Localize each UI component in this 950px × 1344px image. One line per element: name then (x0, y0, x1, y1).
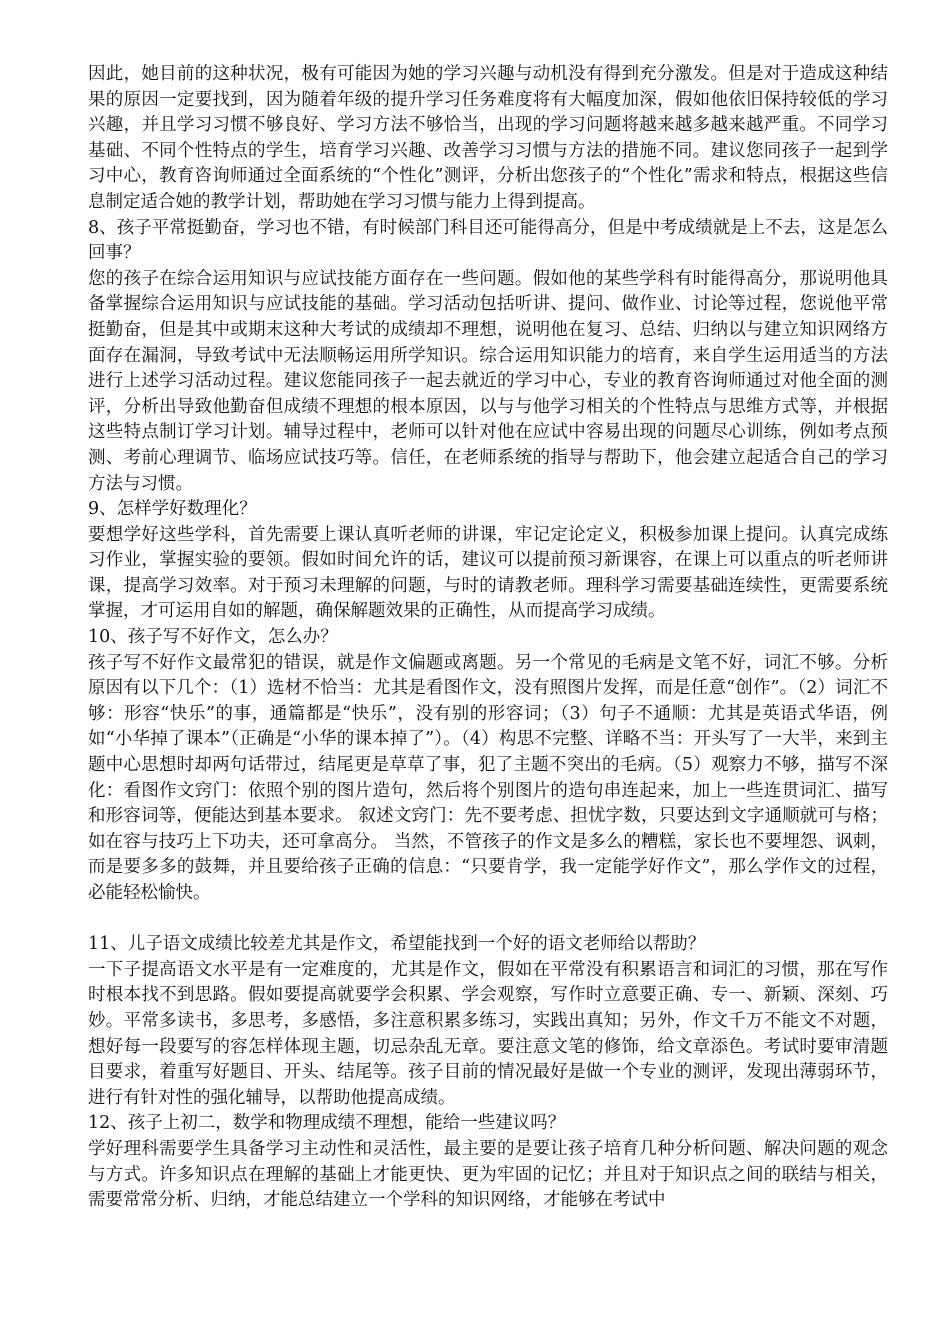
answer-11: 一下子提高语文水平是有一定难度的，尤其是作文，假如在平常没有积累语言和词汇的习惯，那在写作时根本找不到思路。假如要提高就要学会积累、学会观察，写作时立意要正确、专一、新颖、深刻、巧妙。平常多读书，多思考，多感悟，多注意积累多练习，实践出真知；另外，作文千万不能文不对题，想好每一段要写的容怎样体现主题，切忌杂乱无章。要注意文笔的修饰，给文章添色。考试时要审清题目要求，着重写好题目、开头、结尾等。孩子目前的情况最好是做一个专业的测评，发现出薄弱环节，进行有针对性的强化辅导，以帮助他提高成绩。 (88, 959, 888, 1108)
question-8: 8、孩子平常挺勤奋，学习也不错，有时候部门科目还可能得高分，但是中考成绩就是上不去，这是怎么回事？ (88, 217, 888, 264)
paragraph-intro: 因此，她目前的这种状况，极有可能因为她的学习兴趣与动机没有得到充分激发。但是对于造成这种结果的原因一定要找到，因为随着年级的提升学习任务难度将有大幅度加深，假如他依旧保持较低的学习兴趣，并且学习习惯不够良好、学习方法不够恰当，出现的学习问题将越来越多越来越严重。不同学习基础、不同个性特点的学生，培育学习兴趣、改善学习习惯与方法的措施不同。建议您同孩子一起到学习中心，教育咨询师通过全面系统的“个性化”测评，分析出您孩子的“个性化”需求和特点，根据这些信息制定适合她的教学计划，帮助她在学习习惯与能力上得到提高。 (88, 64, 888, 212)
answer-9: 要想学好这些学科，首先需要上课认真听老师的讲课，牢记定论定义，积极参加课上提问。认真完成练习作业，掌握实验的要领。假如时间允许的话，建议可以提前预习新课容，在课上可以重点的听老师讲课，提高学习效率。对于预习未理解的问题，与时的请教老师。理科学习需要基础连续性，更需要系统掌握，才可运用自如的解题，确保解题效果的正确性，从而提高学习成绩。 (88, 524, 888, 622)
document-page (88, 62, 888, 1214)
answer-10: 孩子写不好作文最常犯的错误，就是作文偏题或离题。另一个常见的毛病是文笔不好，词汇不够。分析原因有以下几个：（1）选材不恰当：尤其是看图作文，没有照图片发挥，而是任意“创作”。（2）词汇不够：形容“快乐”的事，通篇都是“快乐”，没有别的形容词；（3）句子不通顺：尤其是英语式华语，例如“小华掉了课本”（正确是“小华的课本掉了”）。（4）构思不完整、详略不当：开头写了一大半，来到主题中心思想时却两句话带过，结尾更是草草了事，犯了主题不突出的毛病。（5）观察力不够，描写不深化：看图作文窍门：依照个别的图片造句，然后将个别图片的造句串连起来，加上一些连贯词汇、描写和形容词等，便能达到基本要求。 叙述文窍门：先不要考虑、担忧字数，只要达到文字通顺就可与格；如在容与技巧上下功夫，还可拿高分。 当然，不管孩子的作文是多么的糟糕，家长也不要埋怨、讽刺，而是要多多的鼓舞，并且要给孩子正确的信息：“只要肯学，我一定能学好作文”，那么学作文的过程，必能轻松愉快。 (88, 652, 888, 903)
question-11: 11、儿子语文成绩比较差尤其是作文，希望能找到一个好的语文老师给以帮助？ (88, 934, 706, 955)
answer-8: 您的孩子在综合运用知识与应试技能方面存在一些问题。假如他的某些学科有时能得高分，那说明他具备掌握综合运用知识与应试技能的基础。学习活动包括听讲、提问、做作业、讨论等过程，您说他平常挺勤奋，但是其中或期末这种大考试的成绩却不理想，说明他在复习、总结、归纳以与建立知识网络方面存在漏洞，导致考试中无法顺畅运用所学知识。综合运用知识能力的培育，来自学生运用适当的方法进行上述学习活动过程。建议您能同孩子一起去就近的学习中心，专业的教育咨询师通过对他全面的测评，分析出导致他勤奋但成绩不理想的根本原因，以与与他学习相关的个性特点与思维方式等，并根据这些特点制订学习计划。辅导过程中，老师可以针对他在应试中容易出现的问题尽心训练，例如考点预测、考前心理调节、临场应试技巧等。信任，在老师系统的指导与帮助下，他会建立起适合自己的学习方法与习惯。 (88, 268, 888, 494)
question-10: 10、孩子写不好作文，怎么办？ (88, 627, 338, 648)
question-12: 12、孩子上初二，数学和物理成绩不理想，能给一些建议吗？ (88, 1113, 566, 1134)
question-9: 9、怎样学好数理化？ (88, 499, 257, 520)
blank-line (88, 907, 888, 933)
answer-12: 学好理科需要学生具备学习主动性和灵活性，最主要的是要让孩子培育几种分析问题、解决问题的观念与方式。许多知识点在理解的基础上才能更快、更为牢固的记忆；并且对于知识点之间的联结与相关，需要常常分析、归纳，才能总结建立一个学科的知识网络，才能够在考试中 (88, 1138, 888, 1211)
